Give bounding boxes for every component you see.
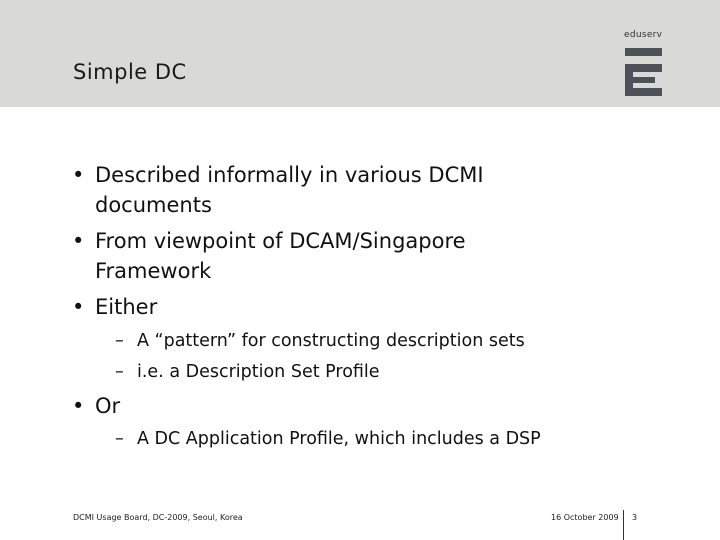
bullet-text: Either (95, 295, 158, 319)
sub-bullet-text: A DC Application Profile, which includes a DSP (137, 429, 541, 449)
sub-bullet-marker: – (115, 362, 124, 382)
sub-bullet-text: i.e. a Description Set Profile (137, 362, 380, 382)
footer-date: 16 October 2009 (551, 513, 619, 522)
header-band (0, 0, 720, 107)
bullet-marker: • (72, 295, 85, 319)
bullet-item (72, 391, 672, 421)
sub-bullet-item (72, 360, 672, 384)
page-number: 3 (632, 513, 638, 522)
footer-divider (623, 510, 624, 540)
sub-bullet-marker: – (115, 429, 124, 449)
eduserv-logo-text: eduserv (624, 30, 663, 40)
bullet-text: Described informally in various DCMI documents (95, 163, 484, 217)
bullet-text: From viewpoint of DCAM/Singapore Framework (95, 229, 466, 283)
eduserv-logo-icon (625, 64, 662, 96)
bullet-marker: • (72, 163, 85, 187)
bullet-marker: • (72, 394, 85, 418)
slide-title: Simple DC (73, 60, 187, 84)
sub-bullet-item (72, 427, 672, 451)
bullet-marker: • (72, 229, 85, 253)
footer-event: DCMI Usage Board, DC-2009, Seoul, Korea (73, 513, 243, 522)
sub-bullet-marker: – (115, 331, 124, 351)
sub-bullet-item (72, 329, 672, 353)
bullet-item (72, 292, 672, 322)
bullet-list (72, 160, 672, 451)
bullet-item (72, 160, 672, 220)
sub-bullet-text: A “pattern” for constructing description sets (137, 331, 525, 351)
eduserv-logo-bar (625, 48, 662, 56)
bullet-item (72, 226, 672, 286)
bullet-text: Or (95, 394, 121, 418)
